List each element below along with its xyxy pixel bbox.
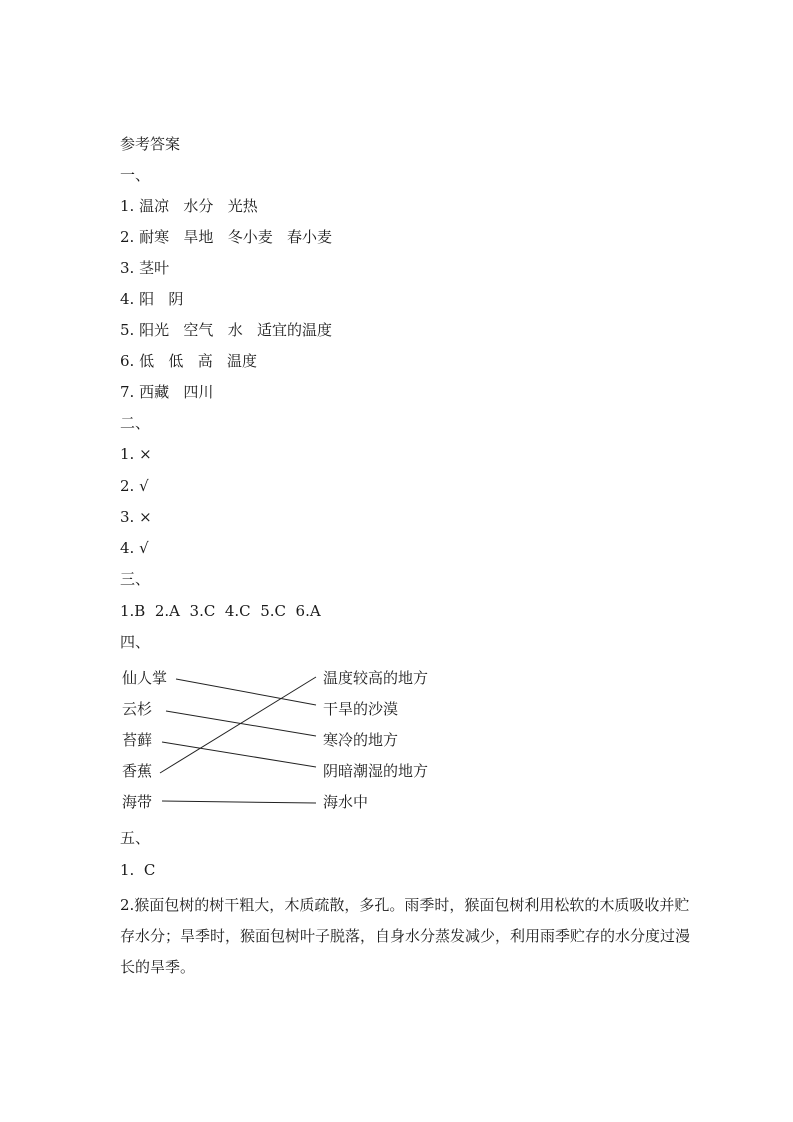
match-left-4: 香蕉 <box>122 762 153 780</box>
match-right-4: 阴暗潮湿的地方 <box>323 762 429 780</box>
match-left-1: 仙人掌 <box>122 669 168 687</box>
section-3-heading: 三、 <box>120 570 151 588</box>
match-right-3: 寒冷的地方 <box>323 731 399 749</box>
s1-item-3: 3. 茎叶 <box>120 259 170 277</box>
s1-item-5: 5. 阳光 空气 水 适宜的温度 <box>120 321 332 339</box>
s1-item-6: 6. 低 低 高 温度 <box>120 352 257 370</box>
match-line-banana-warm <box>160 677 316 773</box>
s1-item-4: 4. 阳 阴 <box>120 290 184 308</box>
section-5-heading: 五、 <box>120 829 151 847</box>
match-right-1: 温度较高的地方 <box>323 669 429 687</box>
match-line-moss-damp <box>162 742 316 767</box>
s1-item-1: 1. 温凉 水分 光热 <box>120 197 258 215</box>
page-title: 参考答案 <box>120 135 181 153</box>
section-2-heading: 二、 <box>120 414 151 432</box>
s5-q2-paragraph: 2.猴面包树的树干粗大，木质疏散，多孔。雨季时，猴面包树利用松软的木质吸收并贮存水分；旱季时，猴面包树叶子脱落，自身水分蒸发减少，利用雨季贮存的水分度过漫长的旱季。 <box>120 896 691 976</box>
match-right-5: 海水中 <box>323 793 369 811</box>
match-left-5: 海带 <box>122 793 153 811</box>
match-left-2: 云杉 <box>122 700 153 718</box>
s2-item-1: 1. × <box>120 445 152 463</box>
s2-item-3: 3. × <box>120 508 152 526</box>
match-right-2: 干旱的沙漠 <box>323 700 399 718</box>
section-4-heading: 四、 <box>120 633 151 651</box>
s5-q1: 1. C <box>120 861 156 879</box>
match-line-cactus-desert <box>176 679 316 705</box>
s1-item-2: 2. 耐寒 旱地 冬小麦 春小麦 <box>120 228 332 246</box>
s1-item-7: 7. 西藏 四川 <box>120 383 214 401</box>
section-1-heading: 一、 <box>120 166 151 184</box>
match-left-3: 苔藓 <box>122 731 153 749</box>
match-line-kelp-sea <box>162 801 316 803</box>
s2-item-4: 4. √ <box>120 539 149 557</box>
s3-answers: 1.B 2.A 3.C 4.C 5.C 6.A <box>120 602 321 620</box>
s2-item-2: 2. √ <box>120 477 149 495</box>
